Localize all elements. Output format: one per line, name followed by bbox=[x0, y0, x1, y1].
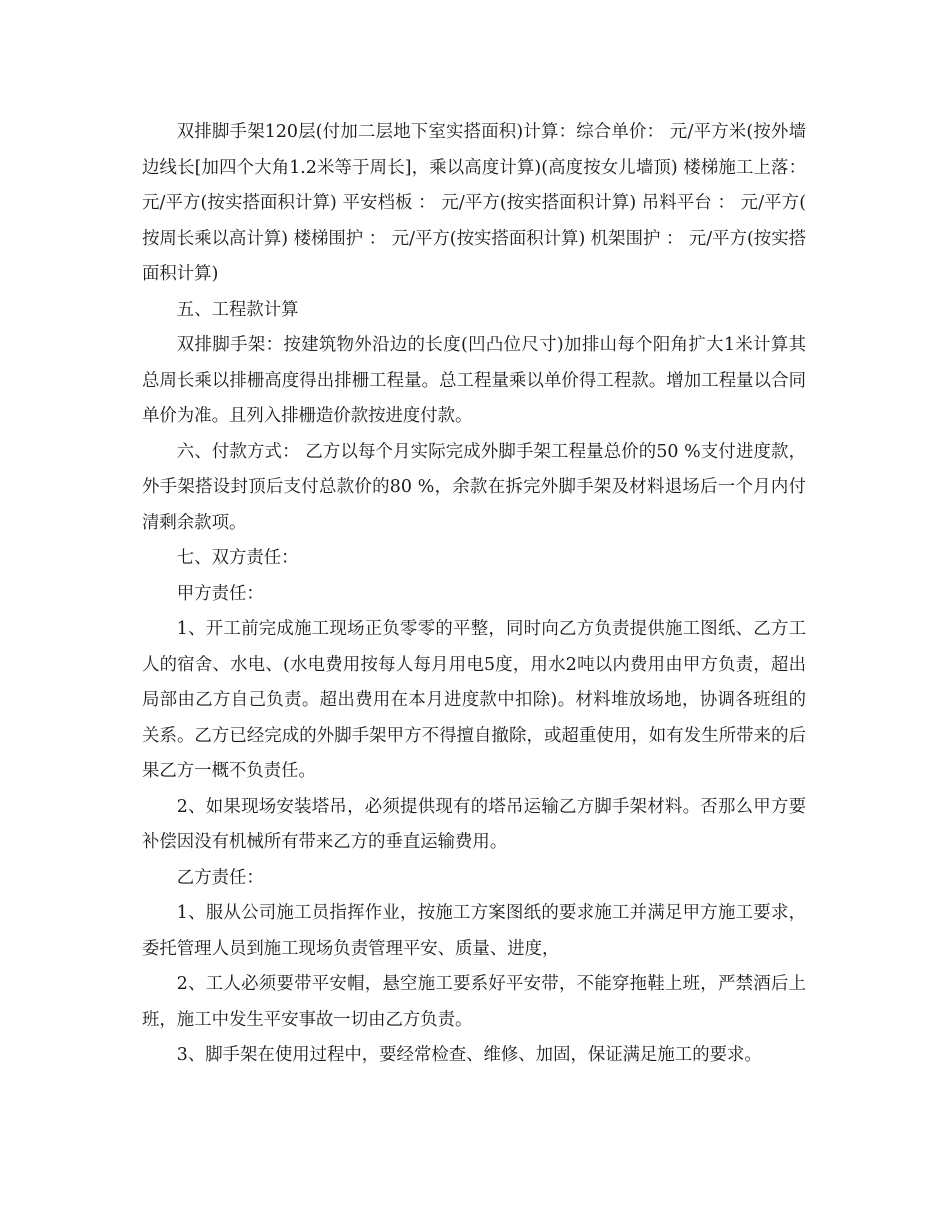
paragraph-party-a-item-1: 1、开工前完成施工现场正负零零的平整，同时向乙方负责提供施工图纸、乙方工人的宿舍、水电、(水电费用按每人每月用电5度，用水2吨以内费用由甲方负责，超出局部由乙方自己负责。超出费用在本月进度款中扣除)。材料堆放场地，协调各班组的关系。乙方已经完成的外脚手架甲方不得擅自撤除，或超重使用，如有发生所带来的后果乙方一概不负责任。 bbox=[142, 619, 806, 781]
heading-party-a-responsibilities: 甲方责任： bbox=[176, 583, 264, 604]
paragraph-party-b-item-2: 2、工人必须要带平安帽，悬空施工要系好平安带，不能穿拖鞋上班，严禁酒后上班，施工中发生平安事故一切由乙方负责。 bbox=[142, 974, 806, 1030]
heading-project-payment-calculation: 五、工程款计算 bbox=[176, 299, 299, 320]
paragraph-party-b-item-3: 3、脚手架在使用过程中，要经常检查、维修、加固，保证满足施工的要求。 bbox=[176, 1045, 762, 1065]
paragraph-double-scaffold-calculation: 双排脚手架：按建筑物外沿边的长度(凹凸位尺寸)加排山每个阳角扩大1米计算其总周长乘以排栅高度得出排栅工程量。总工程量乘以单价得工程款。增加工程量以合同单价为准。且列入排栅造价款按进度付款。 bbox=[142, 335, 806, 426]
paragraph-scaffold-pricing: 双排脚手架120层(付加二层地下室实搭面积)计算：综合单价： 元/平方米(按外墙边线长[加四个大角1.2米等于周长]，乘以高度计算)(高度按女儿墙顶) 楼梯施工上落： 元/平方(按实搭面积计算) 平安档板 ： 元/平方(按实搭面积计算) 吊料平台 ： 元/平方(按周长乘以高计算) 楼梯围护 ： 元/平方(按实搭面积计算) 机架围护 ： 元/平方(按实搭面积计算) bbox=[142, 122, 806, 284]
paragraph-payment-method: 六、付款方式： 乙方以每个月实际完成外脚手架工程量总价的50 %支付进度款，外手架搭设封顶后支付总款价的80 %，余款在拆完外脚手架及材料退场后一个月内付清剩余款项。 bbox=[142, 441, 806, 533]
paragraph-party-a-item-2: 2、如果现场安装塔吊，必须提供现有的塔吊运输乙方脚手架材料。否那么甲方要补偿因没有机械所有带来乙方的垂直运输费用。 bbox=[142, 796, 806, 852]
heading-both-parties-responsibilities: 七、双方责任： bbox=[176, 548, 299, 568]
paragraph-party-b-item-1: 1、服从公司施工员指挥作业，按施工方案图纸的要求施工并满足甲方施工要求，委托管理人员到施工现场负责管理平安、质量、进度， bbox=[142, 903, 806, 959]
document-body bbox=[142, 115, 806, 1074]
heading-party-b-responsibilities: 乙方责任： bbox=[176, 867, 264, 888]
